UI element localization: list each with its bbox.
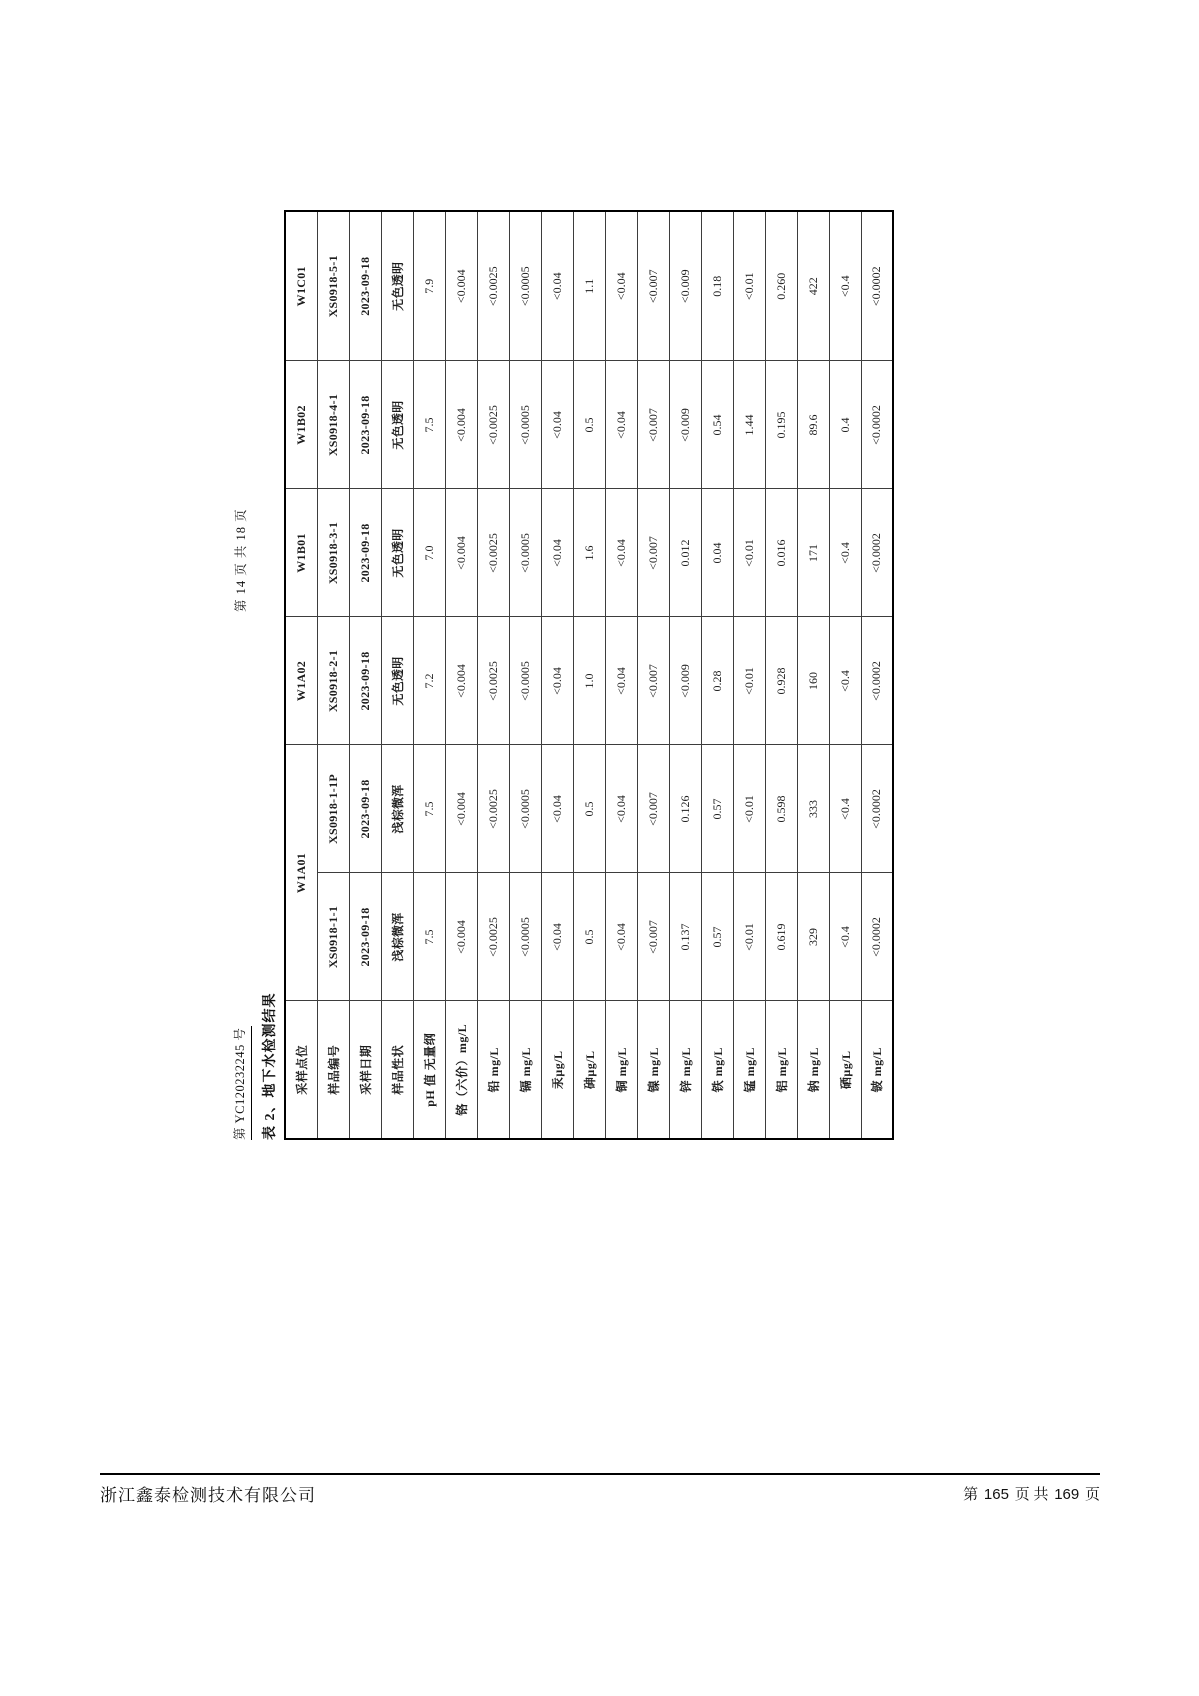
location-cell: W1A02 — [285, 617, 317, 745]
value-cell: <0.0002 — [861, 361, 893, 489]
value-cell: 422 — [797, 211, 829, 361]
value-cell: <0.0025 — [477, 617, 509, 745]
value-cell: <0.4 — [829, 873, 861, 1001]
value-cell: 171 — [797, 489, 829, 617]
value-cell: <0.01 — [733, 873, 765, 1001]
row-label: 钠 mg/L — [797, 1001, 829, 1139]
report-header-row — [230, 185, 254, 1140]
value-cell: 7.0 — [413, 489, 445, 617]
sample-id-cell: XS0918-4-1 — [317, 361, 349, 489]
value-cell: <0.04 — [605, 361, 637, 489]
table-row-parameter — [573, 211, 605, 1139]
row-label: 铅 mg/L — [477, 1001, 509, 1139]
value-cell: 0.28 — [701, 617, 733, 745]
value-cell: <0.0025 — [477, 211, 509, 361]
appearance-cell: 无色透明 — [381, 617, 413, 745]
value-cell: <0.04 — [605, 489, 637, 617]
value-cell: <0.007 — [637, 617, 669, 745]
row-label: 汞μg/L — [541, 1001, 573, 1139]
table-row-parameter — [605, 211, 637, 1139]
value-cell: 0.012 — [669, 489, 701, 617]
row-label: 采样点位 — [285, 1001, 317, 1139]
location-cell: W1B02 — [285, 361, 317, 489]
table-row-parameter — [797, 211, 829, 1139]
table-row-parameter — [829, 211, 861, 1139]
footer-page-text: 页 — [1084, 1487, 1100, 1503]
value-cell: 0.5 — [573, 745, 605, 873]
value-cell: 0.260 — [765, 211, 797, 361]
footer-page-text: 第 — [963, 1487, 979, 1503]
row-label: 铍 mg/L — [861, 1001, 893, 1139]
table-row-parameter — [637, 211, 669, 1139]
value-cell: 7.9 — [413, 211, 445, 361]
value-cell: <0.4 — [829, 211, 861, 361]
value-cell: <0.0005 — [509, 361, 541, 489]
footer-page-text: 页 共 — [1014, 1487, 1049, 1503]
value-cell: 333 — [797, 745, 829, 873]
value-cell: <0.04 — [541, 361, 573, 489]
results-table-body — [285, 211, 893, 1139]
location-cell: W1A01 — [285, 745, 317, 1001]
value-cell: 160 — [797, 617, 829, 745]
report-number: 第 YC120232245 号 — [230, 1026, 252, 1140]
table-row-sample-date — [349, 211, 381, 1139]
sample-date-cell: 2023-09-18 — [349, 489, 381, 617]
value-cell: 7.5 — [413, 745, 445, 873]
value-cell: 0.598 — [765, 745, 797, 873]
table-row-parameter — [445, 211, 477, 1139]
value-cell: 7.5 — [413, 873, 445, 1001]
row-label: 镍 mg/L — [637, 1001, 669, 1139]
value-cell: 0.195 — [765, 361, 797, 489]
sample-date-cell: 2023-09-18 — [349, 873, 381, 1001]
value-cell: <0.4 — [829, 489, 861, 617]
row-label: 硒μg/L — [829, 1001, 861, 1139]
table-row-parameter — [477, 211, 509, 1139]
row-label: 铬（六价）mg/L — [445, 1001, 477, 1139]
table-row-parameter — [701, 211, 733, 1139]
appearance-cell: 无色透明 — [381, 361, 413, 489]
row-label: 样品编号 — [317, 1001, 349, 1139]
row-label: pH 值 无量纲 — [413, 1001, 445, 1139]
value-cell: <0.04 — [605, 211, 637, 361]
value-cell: 0.5 — [573, 873, 605, 1001]
value-cell: <0.0005 — [509, 211, 541, 361]
value-cell: 0.04 — [701, 489, 733, 617]
sample-id-cell: XS0918-1-1 — [317, 873, 349, 1001]
value-cell: <0.007 — [637, 211, 669, 361]
row-label: 砷μg/L — [573, 1001, 605, 1139]
sample-date-cell: 2023-09-18 — [349, 361, 381, 489]
row-label: 铜 mg/L — [605, 1001, 637, 1139]
sample-id-cell: XS0918-2-1 — [317, 617, 349, 745]
value-cell: <0.0025 — [477, 489, 509, 617]
appearance-cell: 无色透明 — [381, 211, 413, 361]
sample-date-cell: 2023-09-18 — [349, 745, 381, 873]
row-label: 锰 mg/L — [733, 1001, 765, 1139]
table-row-parameter — [541, 211, 573, 1139]
value-cell: 0.57 — [701, 873, 733, 1001]
value-cell: 0.57 — [701, 745, 733, 873]
sample-id-cell: XS0918-1-1P — [317, 745, 349, 873]
table-row-parameter — [765, 211, 797, 1139]
table-page-indicator: 第 14 页 共 18 页 — [234, 508, 248, 612]
value-cell: <0.004 — [445, 617, 477, 745]
value-cell: <0.004 — [445, 745, 477, 873]
value-cell: 1.1 — [573, 211, 605, 361]
value-cell: <0.4 — [829, 617, 861, 745]
value-cell: <0.007 — [637, 489, 669, 617]
value-cell: <0.004 — [445, 211, 477, 361]
value-cell: <0.004 — [445, 489, 477, 617]
table-row-parameter — [509, 211, 541, 1139]
value-cell: 1.6 — [573, 489, 605, 617]
footer-company-name: 浙江鑫泰检测技术有限公司 — [100, 1486, 316, 1505]
value-cell: <0.0002 — [861, 617, 893, 745]
table-row-location — [285, 211, 317, 1139]
value-cell: <0.007 — [637, 873, 669, 1001]
value-cell: 0.18 — [701, 211, 733, 361]
footer-divider — [100, 1473, 1100, 1475]
value-cell: <0.01 — [733, 745, 765, 873]
table-row-parameter — [733, 211, 765, 1139]
results-table — [284, 210, 894, 1140]
value-cell: <0.0005 — [509, 873, 541, 1001]
table-row-parameter — [669, 211, 701, 1139]
value-cell: <0.0025 — [477, 361, 509, 489]
value-cell: <0.04 — [541, 873, 573, 1001]
value-cell: <0.0002 — [861, 211, 893, 361]
value-cell: 0.928 — [765, 617, 797, 745]
value-cell: <0.04 — [605, 745, 637, 873]
footer-page-current: 165 — [983, 1486, 1009, 1503]
value-cell: <0.0025 — [477, 745, 509, 873]
sample-id-cell: XS0918-5-1 — [317, 211, 349, 361]
value-cell: 0.126 — [669, 745, 701, 873]
row-label: 锌 mg/L — [669, 1001, 701, 1139]
value-cell: <0.0005 — [509, 489, 541, 617]
rotated-table-block — [230, 185, 946, 1140]
value-cell: <0.0005 — [509, 617, 541, 745]
value-cell: <0.007 — [637, 745, 669, 873]
value-cell: <0.004 — [445, 873, 477, 1001]
value-cell: <0.04 — [605, 873, 637, 1001]
row-label: 铝 mg/L — [765, 1001, 797, 1139]
value-cell: <0.0005 — [509, 745, 541, 873]
table-title: 表 2、地下水检测结果 — [263, 992, 278, 1140]
value-cell: 1.0 — [573, 617, 605, 745]
sample-date-cell: 2023-09-18 — [349, 617, 381, 745]
table-row-parameter — [413, 211, 445, 1139]
appearance-cell: 浅棕微浑 — [381, 873, 413, 1001]
row-label: 铁 mg/L — [701, 1001, 733, 1139]
row-label: 样品性状 — [381, 1001, 413, 1139]
value-cell: 7.5 — [413, 361, 445, 489]
value-cell: 0.5 — [573, 361, 605, 489]
value-cell: <0.01 — [733, 489, 765, 617]
value-cell: <0.0002 — [861, 745, 893, 873]
table-row-parameter — [861, 211, 893, 1139]
value-cell: <0.4 — [829, 745, 861, 873]
appearance-cell: 无色透明 — [381, 489, 413, 617]
value-cell: <0.04 — [541, 489, 573, 617]
value-cell: 0.137 — [669, 873, 701, 1001]
value-cell: 1.44 — [733, 361, 765, 489]
value-cell: <0.04 — [541, 745, 573, 873]
location-cell: W1B01 — [285, 489, 317, 617]
value-cell: <0.009 — [669, 617, 701, 745]
value-cell: 0.4 — [829, 361, 861, 489]
sample-date-cell: 2023-09-18 — [349, 211, 381, 361]
value-cell: 7.2 — [413, 617, 445, 745]
value-cell: 0.016 — [765, 489, 797, 617]
value-cell: <0.004 — [445, 361, 477, 489]
row-label: 采样日期 — [349, 1001, 381, 1139]
value-cell: <0.009 — [669, 361, 701, 489]
value-cell: <0.01 — [733, 617, 765, 745]
footer-page-total: 169 — [1054, 1486, 1080, 1503]
appearance-cell: 浅棕微浑 — [381, 745, 413, 873]
sample-id-cell: XS0918-3-1 — [317, 489, 349, 617]
value-cell: 0.54 — [701, 361, 733, 489]
value-cell: <0.0002 — [861, 489, 893, 617]
value-cell: <0.04 — [541, 617, 573, 745]
row-label: 镉 mg/L — [509, 1001, 541, 1139]
value-cell: <0.04 — [605, 617, 637, 745]
value-cell: 329 — [797, 873, 829, 1001]
value-cell: <0.007 — [637, 361, 669, 489]
value-cell: 0.619 — [765, 873, 797, 1001]
location-cell: W1C01 — [285, 211, 317, 361]
footer-page-indicator — [963, 1483, 1100, 1504]
value-cell: <0.0025 — [477, 873, 509, 1001]
value-cell: <0.009 — [669, 211, 701, 361]
value-cell: 89.6 — [797, 361, 829, 489]
value-cell: <0.04 — [541, 211, 573, 361]
value-cell: <0.0002 — [861, 873, 893, 1001]
table-row-appearance — [381, 211, 413, 1139]
value-cell: <0.01 — [733, 211, 765, 361]
table-row-sample-id — [317, 211, 349, 1139]
